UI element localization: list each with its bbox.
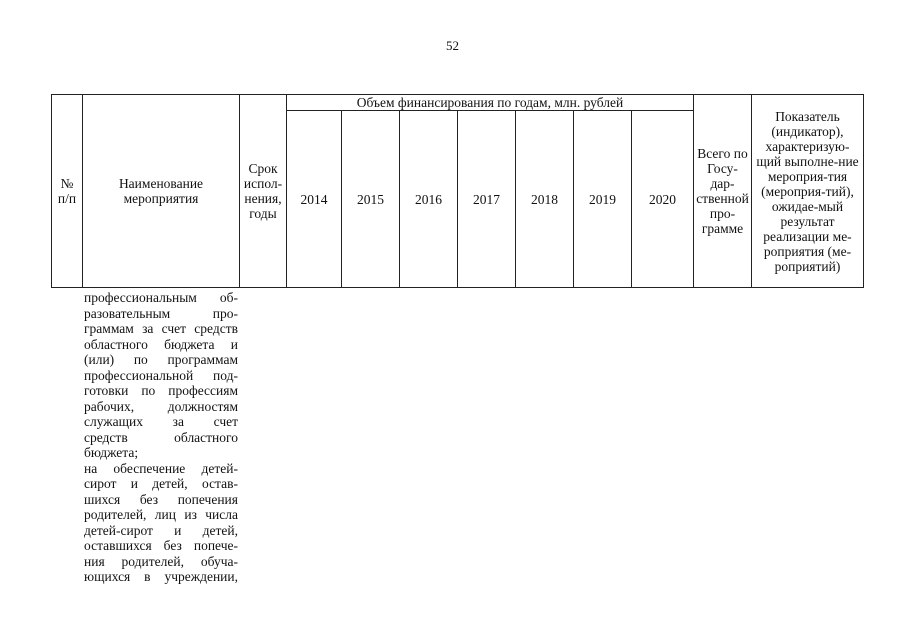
- text-line: бюджета;: [84, 445, 139, 460]
- header-year: 2020: [632, 111, 694, 288]
- header-total: Всего по Госу-дар-ственной про-грамме: [694, 95, 752, 288]
- text-line: разовательным про-: [84, 305, 238, 321]
- text-line: готовки по профессиям: [84, 383, 238, 398]
- text-line: на обеспечение детей-: [84, 460, 238, 476]
- text-line: профессиональным об-: [84, 290, 238, 305]
- header-term: Срок испол-нения, годы: [240, 95, 287, 288]
- header-year: 2014: [287, 111, 342, 288]
- text-line: сирот и детей, остав-: [84, 476, 238, 491]
- header-year: 2016: [400, 111, 458, 288]
- text-line: ющихся в учреждении,: [84, 569, 238, 584]
- text-line: шихся без попечения: [84, 491, 238, 507]
- header-year: 2017: [458, 111, 516, 288]
- header-year: 2019: [574, 111, 632, 288]
- text-line: родителей, лиц из числа: [84, 507, 238, 522]
- text-line: служащих за счет: [84, 414, 238, 429]
- measure-description: [84, 290, 238, 585]
- text-line: (или) по программам: [84, 352, 238, 367]
- text-line: оставшихся без попече-: [84, 538, 238, 553]
- page-number: 52: [446, 38, 459, 53]
- header-year: 2015: [342, 111, 400, 288]
- funding-table: [51, 94, 864, 288]
- header-funding-group: Объем финансирования по годам, млн. рублей: [287, 95, 694, 111]
- text-line: профессиональной под-: [84, 367, 238, 383]
- text-line: рабочих, должностям: [84, 398, 238, 414]
- header-year: 2018: [516, 111, 574, 288]
- text-line: детей-сирот и детей,: [84, 522, 238, 538]
- text-line: ния родителей, обуча-: [84, 553, 238, 569]
- text-line: областного бюджета и: [84, 336, 238, 352]
- text-line: граммам за счет средств: [84, 321, 238, 336]
- text-line: средств областного: [84, 429, 238, 445]
- header-indicator: Показатель (индикатор), характеризую-щий выполне-ние мероприя-тия (мероприя-тий), ожидае-мый результат реализации ме-роприятия (ме-роприятий): [752, 95, 864, 288]
- header-name: Наименование мероприятия: [83, 95, 240, 288]
- header-number: № п/п: [52, 95, 83, 288]
